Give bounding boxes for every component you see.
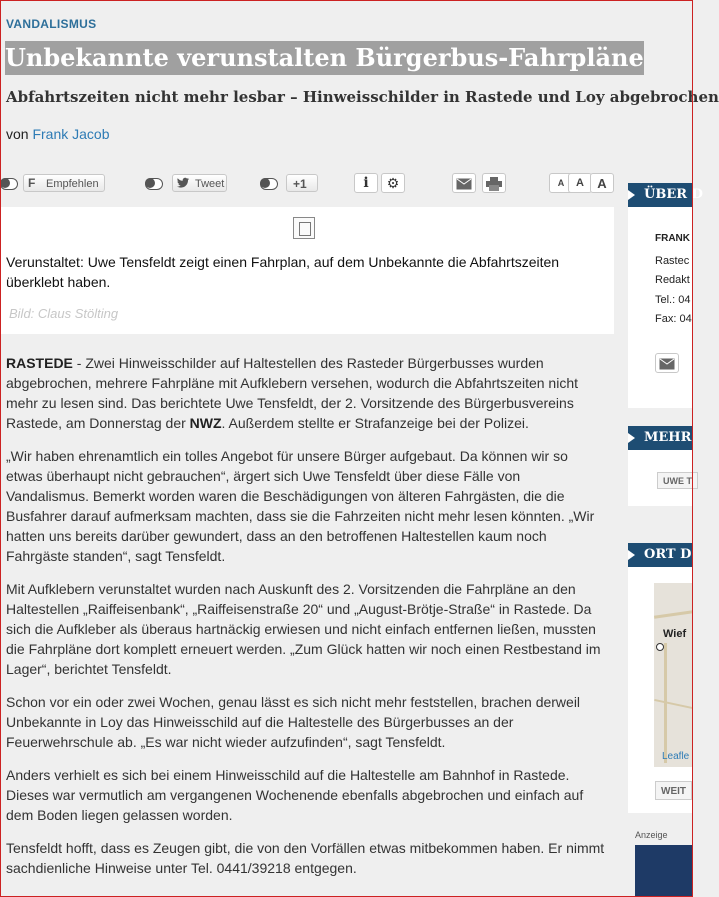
sidebar-author-name: FRANK [655, 233, 690, 244]
location-map[interactable] [654, 583, 693, 767]
advertisement[interactable] [635, 845, 693, 897]
printer-icon [486, 178, 502, 194]
article-headline: Unbekannte verunstalten Bürgerbus-Fahrpläne [5, 41, 644, 75]
gear-icon: ⚙ [386, 175, 400, 191]
map-marker-icon[interactable] [656, 643, 664, 651]
info-icon: i [363, 175, 369, 191]
leaflet-attribution-link[interactable]: Leafle [662, 751, 690, 762]
nwz-mention: NWZ [189, 415, 222, 431]
tag-uwe[interactable]: UWE T [657, 472, 698, 489]
paragraph [6, 353, 606, 433]
sidebar-email-button[interactable] [655, 353, 679, 373]
facebook-recommend-label: Empfehlen [46, 178, 99, 190]
font-size-large-button[interactable]: A [590, 173, 614, 193]
image-credit: Bild: Claus Stölting [9, 306, 119, 321]
paragraph: Mit Aufklebern verunstaltet wurden nach Auskunft des 2. Vorsitzenden die Fahrpläne an den Haltestellen „Raiffeisenbank“, „Raiffeisenstraße 20“ und „August-Brötje-Straße“ in Rastede. Da sich die Aufkleber als überaus hartnäckig erwiesen und nicht einfach entfernen ließen, mussten die Fahrpläne dort komplett erneuert werden. „Zum Glück hatten wir noch einen Restbestand im Lager“, berichtet Tensfeldt. [6, 581, 601, 677]
article-body [6, 353, 606, 891]
gplus-privacy-toggle[interactable] [260, 178, 278, 190]
sidebar-tel: Tel.: 04 [655, 294, 691, 306]
envelope-icon [456, 177, 472, 193]
envelope-icon [659, 357, 675, 373]
article-kicker: VANDALISMUS [6, 17, 97, 31]
author-link[interactable]: Frank Jacob [32, 126, 110, 142]
font-size-small-button[interactable]: A [549, 173, 573, 193]
paragraph: Anders verhielt es sich bei einem Hinweisschild auf die Haltestelle am Bahnhof in Rastede. Dieses war vermutlich am vergangenen Wochenende ebenfalls abgebrochen und einfach auf dem Boden liegen gelassen worden. [6, 767, 584, 823]
further-button[interactable]: WEIT [655, 781, 692, 800]
twitter-icon [177, 177, 190, 190]
gplus-label: +1 [293, 177, 307, 191]
facebook-recommend-button[interactable] [23, 174, 105, 192]
print-button[interactable] [482, 173, 506, 193]
gplus-button[interactable] [286, 174, 318, 192]
twitter-privacy-toggle[interactable] [145, 178, 163, 190]
settings-button[interactable] [381, 173, 405, 193]
article-image-box [0, 207, 614, 334]
facebook-icon: F [28, 176, 36, 190]
sidebar-line2: Redakt [655, 274, 690, 286]
info-button[interactable] [354, 173, 378, 193]
sidebar-fax: Fax: 04 [655, 313, 692, 325]
facebook-privacy-toggle[interactable] [0, 178, 18, 190]
social-toolbar [0, 172, 615, 198]
tweet-button[interactable] [172, 174, 227, 192]
byline-prefix: von [6, 126, 29, 142]
font-size-medium-button[interactable]: A [568, 173, 592, 193]
map-place-label: Wief [663, 628, 687, 640]
more-about-heading: MEHR [628, 426, 693, 450]
article-subheadline: Abfahrtszeiten nicht mehr lesbar – Hinweisschilder in Rastede und Loy abgebrochen [6, 88, 719, 106]
location-heading: ORT D [628, 543, 693, 567]
tweet-label: Tweet [195, 178, 225, 190]
email-button[interactable] [452, 173, 476, 193]
image-caption: Verunstaltet: Uwe Tensfeldt zeigt einen Fahrplan, auf dem Unbekannte die Abfahrtszeiten überklebt haben. [6, 254, 560, 290]
ad-label: Anzeige [635, 830, 668, 840]
byline [6, 126, 110, 142]
paragraph-text: - Zwei Hinweisschilder auf Haltestellen des Rasteder Bürgerbusses wurden abgebrochen, mehrere Fahrpläne mit Aufklebern versehen, wodurch die Abfahrtszeiten nicht mehr zu lesen sind. Das berichtete Uwe Tensfeldt, der 2. Vorsitzende des Bürgerbusvereins Rastede, am Donnerstag der [6, 355, 579, 431]
paragraph-text: . Außerdem stellte er Strafanzeige bei der Polizei. [221, 415, 529, 431]
paragraph: Schon vor ein oder zwei Wochen, genau lässt es sich nicht mehr feststellen, brachen derweil Unbekannte in Loy das Hinweisschild auf die Haltestelle des Bürgerbusses an der Feuerwehrschule ab. „Es war nicht wieder aufzufinden“, sagt Tensfeldt. [6, 694, 581, 750]
paragraph: „Wir haben ehrenamtlich ein tolles Angebot für unsere Bürger aufgebaut. Da können wir so etwas überhaupt nicht gebrauchen“, ärgert sich Uwe Tensfeldt über diese Fälle von Vandalismus. Bemerkt worden waren die Beschädigungen von älteren Fahrgästen, die die Busfahrer darauf aufmerksam machten, dass sie die Fahrzeiten nicht mehr lesen könnten. „Wir hatten uns bereits darüber gewundert, dass an den betroffenen Haltestellen kaum noch Fahrgäste standen“, sagt Tensfeldt. [6, 448, 595, 564]
dateline: RASTEDE [6, 355, 73, 371]
about-author-heading: ÜBER D [628, 183, 693, 207]
broken-image-icon[interactable] [293, 217, 315, 239]
sidebar-line1: Rastec [655, 255, 690, 267]
paragraph: Tensfeldt hofft, dass es Zeugen gibt, die von den Vorfällen etwas mitbekommen haben. Er nimmt sachdienliche Hinweise unter Tel. 0441/39218 entgegen. [6, 840, 605, 876]
